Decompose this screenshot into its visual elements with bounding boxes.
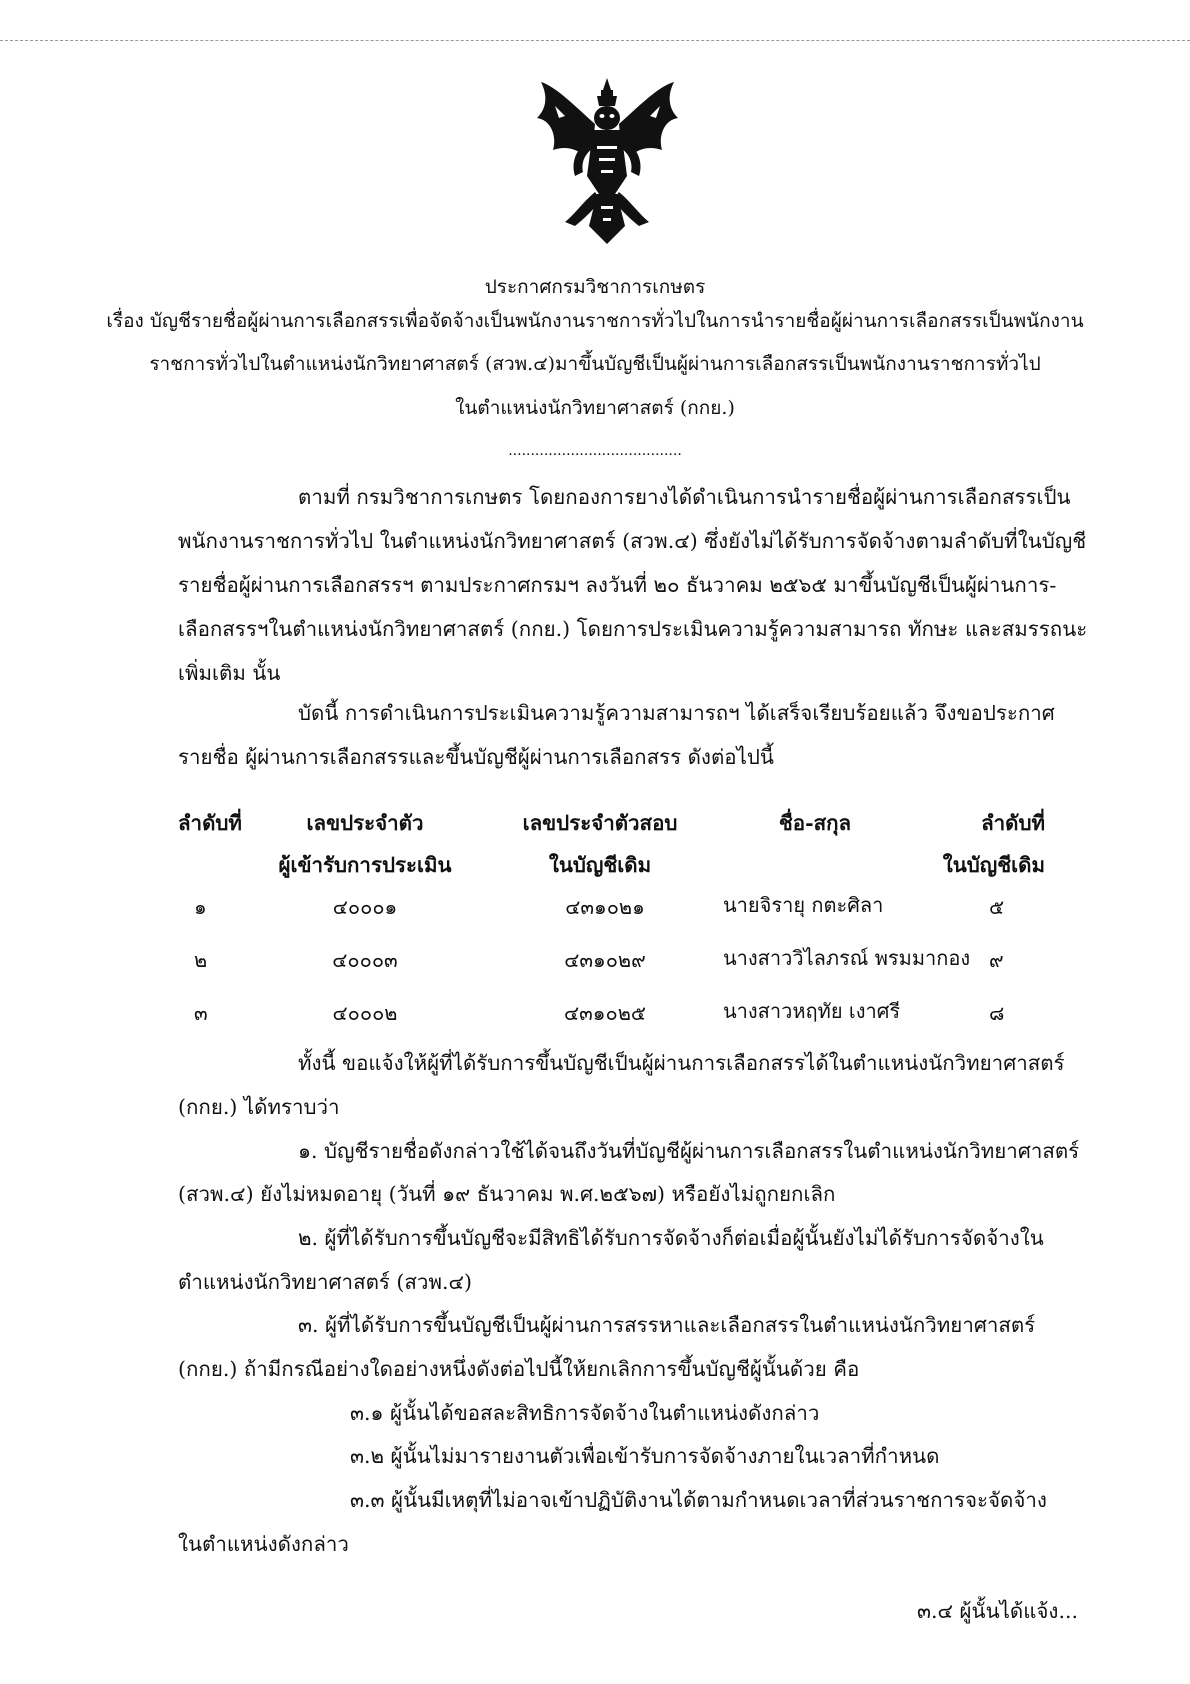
paragraph-1-line-1: ตามที่ กรมวิชาการเกษตร โดยกองการยางได้ดำเนินการนำรายชื่อผู้ผ่านการเลือกสรรเป็น xyxy=(298,485,1071,509)
notice-item-3-line-1: ๓. ผู้ที่ได้รับการขึ้นบัญชีเป็นผู้ผ่านการสรรหาและเลือกสรรในตำแหน่งนักวิทยาศาสตร์ xyxy=(298,1313,1036,1337)
row-name: นางสาววิไลภรณ์ พรมมากอง xyxy=(723,946,971,970)
table-header-name: ชื่อ-สกุล xyxy=(778,811,852,835)
notice-sub-item-3-3-line-2: ในตำแหน่งดังกล่าว xyxy=(178,1532,349,1556)
row-exam-id: ๔๓๑๐๒๙ xyxy=(564,948,646,972)
row-exam-id: ๔๓๑๐๒๑ xyxy=(565,895,645,919)
announcement-subject-line-2: ราชการทั่วไปในตำแหน่งนักวิทยาศาสตร์ (สวพ.๔)มาขึ้นบัญชีเป็นผู้ผ่านการเลือกสรรเป็นพนักงานราชการทั่วไป xyxy=(149,353,1041,375)
table-header-exam-id-line-1: เลขประจำตัวสอบ xyxy=(522,811,678,835)
paragraph-1-line-3: รายชื่อผู้ผ่านการเลือกสรรฯ ตามประกาศกรมฯ ลงวันที่ ๒๐ ธันวาคม ๒๕๖๕ มาขึ้นบัญชีเป็นผู้ผ่านการ- xyxy=(178,573,1057,597)
row-no: ๑ xyxy=(194,895,207,919)
garuda-emblem xyxy=(535,76,680,248)
table-header-orig-no-line-2: ในบัญชีเดิม xyxy=(942,853,1045,877)
notice-item-3-line-2: (กกย.) ถ้ามีกรณีอย่างใดอย่างหนึ่งดังต่อไปนี้ให้ยกเลิกการขึ้นบัญชีผู้นั้นด้วย คือ xyxy=(178,1357,860,1381)
notice-item-1-line-2: (สวพ.๔) ยังไม่หมดอายุ (วันที่ ๑๙ ธันวาคม พ.ศ.๒๕๖๗) หรือยังไม่ถูกยกเลิก xyxy=(178,1182,836,1206)
notice-sub-item-3-1: ๓.๑ ผู้นั้นได้ขอสละสิทธิการจัดจ้างในตำแหน่งดังกล่าว xyxy=(350,1401,820,1425)
notice-intro-line-1: ทั้งนี้ ขอแจ้งให้ผู้ที่ได้รับการขึ้นบัญชีเป็นผู้ผ่านการเลือกสรรได้ในตำแหน่งนักวิทยาศาสตร์ xyxy=(298,1051,1065,1075)
paragraph-1-line-4: เลือกสรรฯในตำแหน่งนักวิทยาศาสตร์ (กกย.) โดยการประเมินความรู้ความสามารถ ทักษะ และสมรรถนะ xyxy=(178,617,1088,641)
paragraph-1-line-2: พนักงานราชการทั่วไป ในตำแหน่งนักวิทยาศาสตร์ (สวพ.๔) ซึ่งยังไม่ได้รับการจัดจ้างตามลำดับที่ในบัญชี xyxy=(178,529,1087,553)
notice-item-2-line-2: ตำแหน่งนักวิทยาศาสตร์ (สวพ.๔) xyxy=(178,1270,472,1294)
announcement-subject-line-3: ในตำแหน่งนักวิทยาศาสตร์ (กกย.) xyxy=(455,397,735,419)
page-continuation-catchword: ๓.๔ ผู้นั้นได้แจ้ง... xyxy=(916,1599,1078,1623)
row-orig-no: ๙ xyxy=(989,948,1004,972)
row-orig-no: ๘ xyxy=(989,1001,1005,1025)
header-separator: ....................................... xyxy=(508,443,682,459)
row-name: นางสาวหฤทัย เงาศรี xyxy=(723,999,901,1023)
table-header-id-line-2: ผู้เข้ารับการประเมิน xyxy=(278,853,452,877)
notice-intro-line-2: (กกย.) ได้ทราบว่า xyxy=(178,1095,340,1119)
table-header-id-line-1: เลขประจำตัว xyxy=(306,811,424,835)
table-header-orig-no-line-1: ลำดับที่ xyxy=(981,811,1045,835)
paragraph-2-line-2: รายชื่อ ผู้ผ่านการเลือกสรรและขึ้นบัญชีผู้ผ่านการเลือกสรร ดังต่อไปนี้ xyxy=(178,745,774,769)
row-name: นายจิรายุ กตะศิลา xyxy=(723,893,884,917)
row-no: ๒ xyxy=(194,948,208,972)
table-header-no: ลำดับที่ xyxy=(178,811,242,835)
row-orig-no: ๕ xyxy=(989,895,1005,919)
row-no: ๓ xyxy=(194,1001,208,1025)
paragraph-1-line-5: เพิ่มเติม นั้น xyxy=(178,661,281,685)
scan-border-line xyxy=(0,40,1190,41)
announcement-agency: ประกาศกรมวิชาการเกษตร xyxy=(484,276,706,298)
table-header-exam-id-line-2: ในบัญชีเดิม xyxy=(548,853,652,877)
announcement-subject-line-1: เรื่อง บัญชีรายชื่อผู้ผ่านการเลือกสรรเพื่อจัดจ้างเป็นพนักงานราชการทั่วไปในการนำรายชื่อผู้ผ่านการเลือกสรรเป็นพนักงาน xyxy=(106,310,1084,332)
notice-sub-item-3-3-line-1: ๓.๓ ผู้นั้นมีเหตุที่ไม่อาจเข้าปฏิบัติงานได้ตามกำหนดเวลาที่ส่วนราชการจะจัดจ้าง xyxy=(350,1488,1047,1512)
row-id: ๔๐๐๐๓ xyxy=(332,948,398,972)
row-exam-id: ๔๓๑๐๒๕ xyxy=(563,1001,647,1025)
row-id: ๔๐๐๐๒ xyxy=(332,1001,398,1025)
row-id: ๔๐๐๐๑ xyxy=(332,895,398,919)
notice-item-2-line-1: ๒. ผู้ที่ได้รับการขึ้นบัญชีจะมีสิทธิได้รับการจัดจ้างก็ต่อเมื่อผู้นั้นยังไม่ได้รับการจัดจ้างใน xyxy=(298,1226,1044,1250)
paragraph-2-line-1: บัดนี้ การดำเนินการประเมินความรู้ความสามารถฯ ได้เสร็จเรียบร้อยแล้ว จึงขอประกาศ xyxy=(298,701,1055,725)
notice-item-1-line-1: ๑. บัญชีรายชื่อดังกล่าวใช้ได้จนถึงวันที่บัญชีผู้ผ่านการเลือกสรรในตำแหน่งนักวิทยาศาสตร์ xyxy=(298,1139,1080,1163)
notice-sub-item-3-2: ๓.๒ ผู้นั้นไม่มารายงานตัวเพื่อเข้ารับการจัดจ้างภายในเวลาที่กำหนด xyxy=(350,1444,940,1468)
